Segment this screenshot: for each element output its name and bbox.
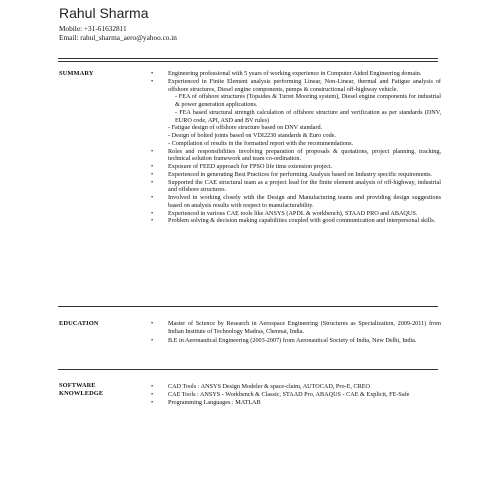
summary-item: • Experienced in generating Best Practices for performing Analysis based on Industry specific requirements. xyxy=(151,170,433,178)
education-item: • B.E in Aeronautical Engineering (2003-2007) from Aeronautical Society of India, New Delhi, India. xyxy=(151,336,417,344)
bullet-icon: • xyxy=(151,178,154,186)
education-list xyxy=(151,320,441,344)
summary-subitem: - Compilation of results in the formatted report with the recommendations. xyxy=(168,139,354,147)
bullet-icon: • xyxy=(151,170,154,178)
summary-item: • Problem solving & decision making capabilities coupled with good communication and interpersonal skills. xyxy=(151,217,436,225)
software-list xyxy=(151,383,441,406)
summary-subitem: - Fatigue design of offshore structure based on DNV standard. xyxy=(168,124,323,132)
education-item: • Master of Science by Research in Aerospace Engineering (Structures as Specialization, 2009-2011) from Indian Institute of Technology Madras, Chennai, India. xyxy=(151,320,441,335)
bullet-icon: • xyxy=(151,163,154,170)
summary-subitem: - FEA of offshore structures (Topsides & Turret Mooring system), Diesel engine components for industrial & power generation applications. xyxy=(175,93,441,108)
summary-item: • Involved in working closely with the Design and Manufacturing teams and providing design suggestions based on analysis results with respect to manufacturability. xyxy=(151,194,441,209)
summary-item: • Supported the CAE structural team as a project lead for the finite element analysis of off-highway, industrial and offshore structures. xyxy=(151,178,441,194)
summary-item: • Engineering professional with 5 years of working experience in Computer Aided Engineering domain. xyxy=(151,70,422,77)
software-item: • CAE Tools : ANSYS - Workbench & Classic, STAAD Pro, ABAQUS - CAE & Explicit, FE-Safe xyxy=(151,390,410,398)
summary-heading: SUMMARY xyxy=(59,70,94,77)
summary-item: • Experienced in Finite Element analysis performing Linear, Non-Linear, thermal and Fatigue analysis of offshore structures, Diesel engine components, pumps & constructional off-highway vehicle. xyxy=(151,77,441,93)
education-heading: EDUCATION xyxy=(59,320,99,327)
bullet-icon: • xyxy=(151,320,154,327)
summary-subitem: - Design of bolted joints based on VDI2230 standards & Euro code. xyxy=(168,132,336,139)
bullet-icon: • xyxy=(151,77,154,85)
summary-list xyxy=(151,70,441,225)
email-address: Email: rahul_sharma_aero@yahoo.co.in xyxy=(59,33,177,42)
software-heading-line2: KNOWLEDGE xyxy=(59,390,104,398)
summary-subitem: - FEA based structural strength calculation of offshore structure and verification as per standards (DNV, EURO code, API, ASD and BV rules) xyxy=(175,108,441,124)
bullet-icon: • xyxy=(151,336,154,344)
mobile-number: Mobile: +31-61632811 xyxy=(59,24,127,33)
bullet-icon: • xyxy=(151,147,154,155)
bullet-icon: • xyxy=(151,398,154,406)
bullet-icon: • xyxy=(151,383,154,390)
divider-top xyxy=(58,58,438,59)
software-heading-line1: SOFTWARE xyxy=(59,382,96,389)
divider-summary xyxy=(58,306,438,307)
software-heading xyxy=(59,382,103,399)
software-item: • Programming Languages : MATLAB xyxy=(151,398,261,406)
candidate-name: Rahul Sharma xyxy=(59,5,149,21)
divider-top-double xyxy=(58,61,438,62)
bullet-icon: • xyxy=(151,209,154,217)
summary-item: • Exposure of FEED approach for FPSO life time extension project. xyxy=(151,163,333,170)
bullet-icon: • xyxy=(151,194,154,201)
summary-item: • Roles and responsibilities involving preparation of proposals & quotations, project planning, tracking, technical solution framework and team co-ordination. xyxy=(151,147,441,163)
divider-education xyxy=(58,369,438,370)
bullet-icon: • xyxy=(151,217,154,225)
software-item: • CAD Tools : ANSYS Design Modeler & space-claim, AUTOCAD, Pro-E, CREO xyxy=(151,383,370,390)
bullet-icon: • xyxy=(151,390,154,398)
bullet-icon: • xyxy=(151,70,154,77)
summary-item: • Experienced in various CAE tools like ANSYS (APDL & workbench), STAAD PRO and ABAQUS. xyxy=(151,209,418,217)
